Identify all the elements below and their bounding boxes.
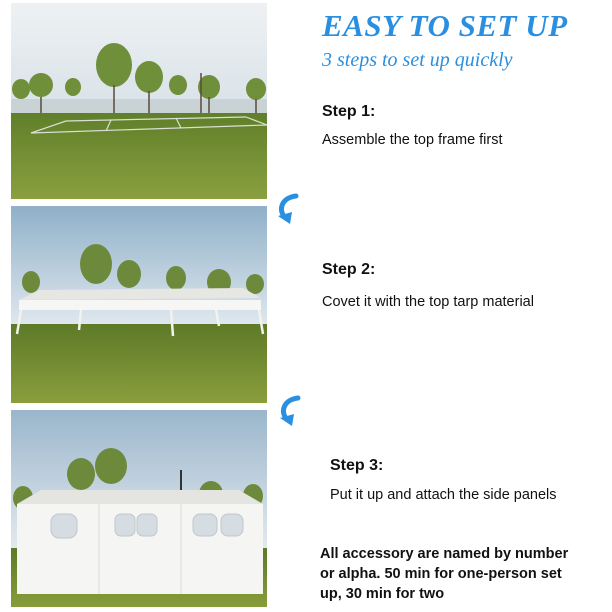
step-3-heading: Step 3: xyxy=(330,457,384,474)
page-title: EASY TO SET UP xyxy=(322,8,568,43)
note-line-3: up, 30 min for two xyxy=(320,586,445,602)
curved-arrow-icon xyxy=(270,190,306,226)
note-line-1: All accessory are named by number xyxy=(320,546,569,562)
step-2-text: Covet it with the top tarp material xyxy=(322,294,534,310)
note-line-2: or alpha. 50 min for one-person set xyxy=(320,566,562,582)
step-1-text: Assemble the top frame first xyxy=(322,132,503,148)
step-2-heading: Step 2: xyxy=(322,261,376,278)
page-subtitle: 3 steps to set up quickly xyxy=(322,49,513,71)
step-3-photo xyxy=(11,410,267,607)
step-3-text: Put it up and attach the side panels xyxy=(330,487,557,503)
assembly-note xyxy=(320,544,612,604)
step-2-photo xyxy=(11,206,267,403)
curved-arrow-icon xyxy=(272,392,308,428)
step-1-heading: Step 1: xyxy=(322,103,376,120)
step-1-photo xyxy=(11,3,267,199)
